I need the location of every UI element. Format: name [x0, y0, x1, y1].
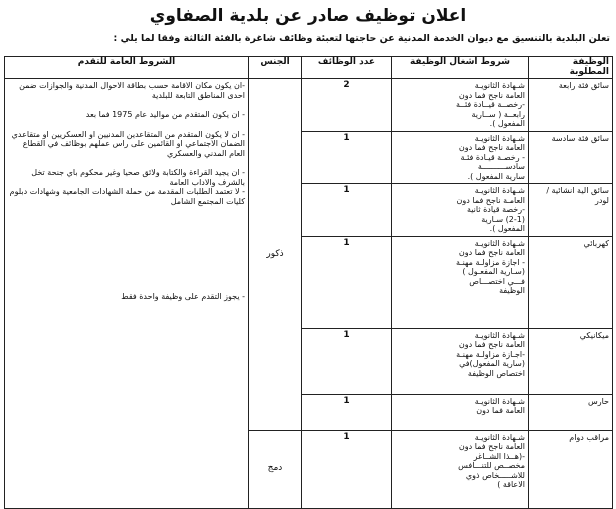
- job-requirements: [392, 79, 529, 132]
- requirement-line: شـهادة الثانويـة: [474, 81, 525, 90]
- condition-not-retired: - ان لا يكون المتقدم من المتقاعدين المدنيين او العسكريين او متقاعدي الضمان الاجتماعي او القائمين على راس عملهم بوظائف في القطاع العام المدني والعسكري: [11, 129, 245, 158]
- announcement-subtitle: تعلن البلدية بالتنسيق مع ديوان الخدمة المدنية عن حاجتها لتعبئة وظائف شاغرة بالفئة الثالثة وفقا لما يلي :: [113, 33, 610, 44]
- requirement-line: العامة فما دون: [476, 406, 525, 415]
- requirement-line: العامة ناجح فما دون: [458, 90, 525, 100]
- announcement-title: اعلان توظيف صادر عن بلدية الصفاوي: [149, 6, 467, 26]
- requirement-line: -اجـازة مزاولـة مهنـة: [456, 349, 525, 359]
- requirement-line: اختصاص الوظيفة: [467, 368, 525, 378]
- requirement-line: (سارية المفعول)في: [459, 359, 525, 368]
- requirement-line: مخصــص للتنـــافس: [458, 461, 525, 470]
- job-requirements: [392, 236, 529, 328]
- gender-merged: دمج: [249, 430, 302, 508]
- general-conditions: [5, 79, 249, 509]
- job-requirements: [392, 328, 529, 394]
- requirement-line: المفعول ).: [489, 119, 525, 128]
- requirement-line: رابعــة ( ســارية: [471, 109, 525, 119]
- condition-birth-year: - ان يكون المتقدم من مواليد عام 1975 فما بعد: [85, 110, 245, 119]
- job-count: 1: [302, 394, 392, 430]
- requirement-line: شـهادة الثانويـة: [474, 432, 525, 442]
- jobs-table: [4, 56, 613, 509]
- requirement-line: -رخصة قيادة ثانية: [466, 205, 525, 214]
- job-count: 1: [302, 236, 392, 328]
- header-job: الوظيفة المطلوبة: [529, 57, 613, 79]
- job-title: كهربائي: [529, 236, 613, 328]
- job-count: 1: [302, 430, 392, 508]
- header-general-conditions: الشروط العامة للتقدم: [5, 57, 249, 79]
- requirement-line: الاعاقة ): [497, 480, 525, 489]
- table-row: [5, 79, 613, 132]
- condition-residence: -ان يكون مكان الاقامة حسب بطاقة الاحوال المدنية والجوازات ضمن احدى المناطق التابعة للبلدية: [19, 81, 245, 100]
- requirement-line: شـهادة الثانويـة: [474, 330, 525, 340]
- job-title: سائق الية انشائية / لودر: [529, 184, 613, 237]
- requirement-line: شـهادة الثانويـة: [474, 396, 525, 406]
- condition-one-job: - يجوز التقدم على وظيفة واحدة فقط: [121, 292, 245, 301]
- requirement-line: العامـة ناجح فما دون: [456, 195, 525, 205]
- requirement-line: العامة ناجح فما دون: [458, 143, 525, 152]
- requirement-line: سادســــــــــة: [477, 162, 525, 171]
- header-gender: الجنس: [249, 57, 302, 79]
- requirement-line: سارية المفعول ).: [467, 171, 525, 181]
- job-title: حارس: [529, 394, 613, 430]
- job-count: 2: [302, 79, 392, 132]
- job-title: مراقب دوام: [529, 430, 613, 508]
- job-requirements: [392, 394, 529, 430]
- condition-no-degree: - لا تعتمد الطلبات المقدمة من حملة الشهادات الجامعية وشهادات دبلوم كليات المجتمع الشامل: [9, 187, 245, 206]
- requirement-line: (2-1) سـارية: [481, 214, 525, 224]
- job-title: ميكانيكي: [529, 328, 613, 394]
- table-header-row: [5, 57, 613, 79]
- requirement-line: المفعول ).: [489, 224, 525, 233]
- job-count: 1: [302, 131, 392, 184]
- job-requirements: [392, 184, 529, 237]
- job-count: 1: [302, 184, 392, 237]
- requirement-line: شـهادة الثانويـة: [474, 186, 525, 195]
- requirement-line: العامة ناجح فما دون: [458, 340, 525, 349]
- header-count: عدد الوظائف: [302, 57, 392, 79]
- requirement-line: فـــي اختصـــاص: [469, 276, 525, 286]
- job-title: سائق فئة رابعة: [529, 79, 613, 132]
- requirement-line: شـهادة الثانويـة: [474, 133, 525, 143]
- requirement-line: الوظيفة: [499, 286, 525, 295]
- requirement-line: العامة ناجح فما دون: [458, 248, 525, 257]
- requirement-line: للاشـــــخاص ذوي: [465, 470, 525, 480]
- requirement-line: -رخصــة قيــادة فئــة: [455, 100, 525, 109]
- requirement-line: شـهادة الثانويـة: [474, 238, 525, 248]
- requirement-line: - اجازة مزاولـة مهنـة: [455, 257, 525, 267]
- job-count: 1: [302, 328, 392, 394]
- requirement-line: - رخصـة قيـادة فئـة: [460, 152, 525, 162]
- gender-male: ذكور: [249, 79, 302, 431]
- requirement-line: -(هــذا الشــاغر: [473, 451, 525, 461]
- job-requirements: [392, 430, 529, 508]
- requirement-line: (سـارية المفعـول ): [462, 267, 525, 276]
- requirement-line: العامة ناجح فما دون: [458, 442, 525, 451]
- condition-literacy: - ان يجيد القراءة والكتابة ولائق صحيا وغير محكوم باي جنحة تخل بالشرف والاداب العامة: [31, 168, 245, 187]
- job-requirements: [392, 131, 529, 184]
- job-title: سائق فئة سادسة: [529, 131, 613, 184]
- header-requirements: شروط اشغال الوظيفة: [392, 57, 529, 79]
